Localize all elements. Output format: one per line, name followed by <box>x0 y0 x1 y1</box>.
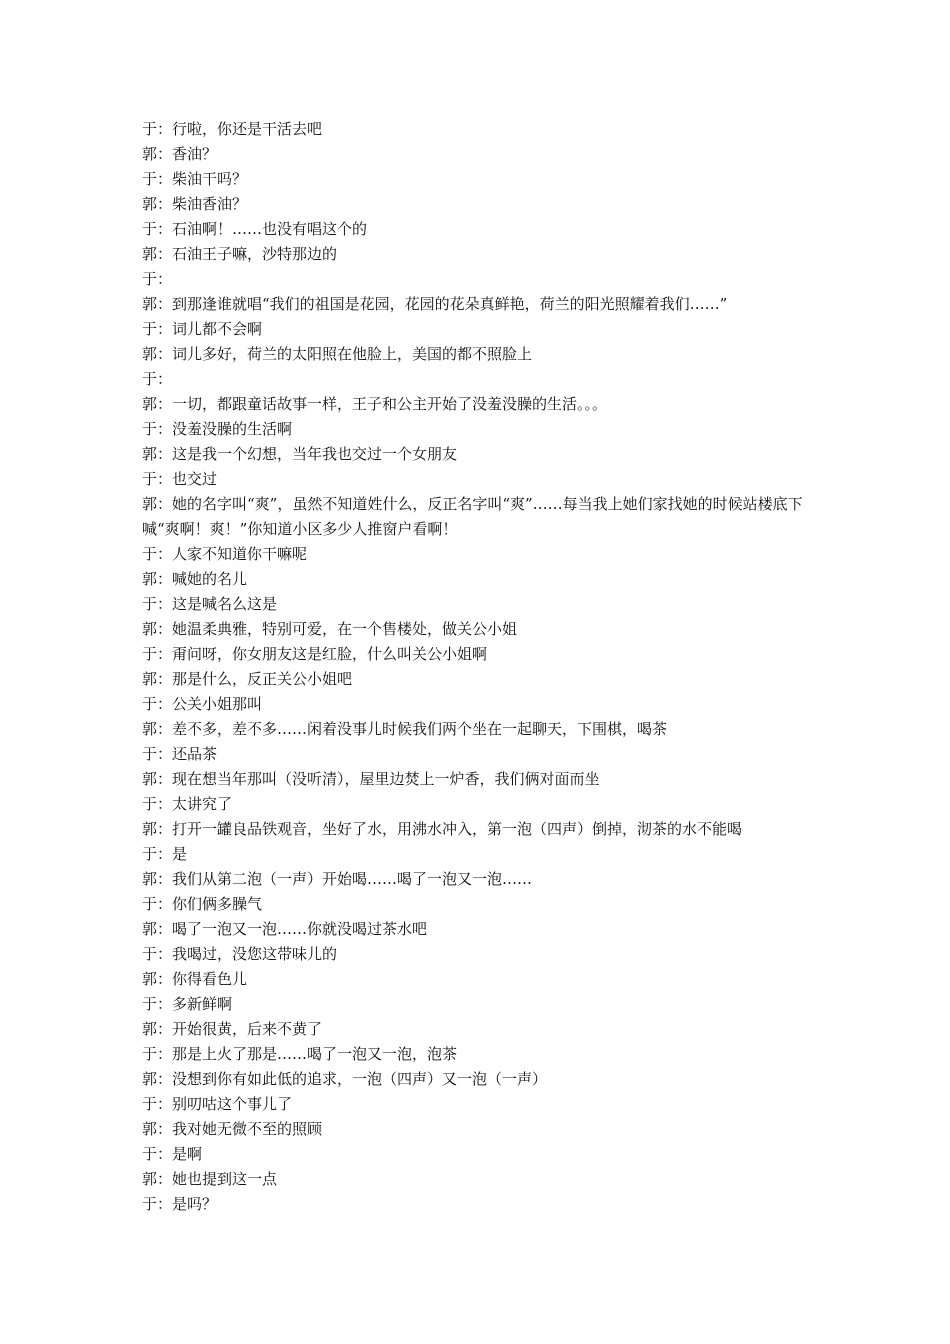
dialogue-line: 于：石油啊！……也没有唱这个的 <box>142 220 368 238</box>
dialogue-line: 郭：那是什么，反正关公小姐吧 <box>142 670 353 688</box>
dialogue-line: 郭：没想到你有如此低的追求，一泡（四声）又一泡（一声） <box>142 1070 548 1088</box>
dialogue-line: 郭：现在想当年那叫（没听清），屋里边焚上一炉香，我们俩对面而坐 <box>142 770 600 788</box>
dialogue-line: 郭：打开一罐良品铁观音，坐好了水，用沸水冲入，第一泡（四声）倒掉，沏茶的水不能喝 <box>142 820 743 838</box>
dialogue-line: 于：是啊 <box>142 1145 203 1163</box>
dialogue-line: 郭：开始很黄，后来不黄了 <box>142 1020 323 1038</box>
dialogue-line: 郭：香油？ <box>142 145 218 163</box>
dialogue-line: 于：你们俩多臊气 <box>142 895 263 913</box>
dialogue-line: 于：太讲究了 <box>142 795 233 813</box>
dialogue-transcript <box>142 117 822 1217</box>
dialogue-line: 郭：喊她的名儿 <box>142 570 248 588</box>
dialogue-line: 郭：差不多，差不多……闲着没事儿时候我们两个坐在一起聊天，下围棋，喝茶 <box>142 720 668 738</box>
dialogue-line: 郭：她的名字叫“爽”，虽然不知道姓什么，反正名字叫“爽”……每当我上她们家找她的时候站楼底下喊“爽啊！爽！”你知道小区多少人推窗户看啊！ <box>142 495 803 538</box>
dialogue-line: 于： <box>142 370 173 388</box>
dialogue-line: 郭：我对她无微不至的照顾 <box>142 1120 323 1138</box>
dialogue-line: 于：我喝过，没您这带味儿的 <box>142 945 338 963</box>
dialogue-line: 于：还品茶 <box>142 745 218 763</box>
dialogue-line: 于：别叨咕这个事儿了 <box>142 1095 293 1113</box>
dialogue-line: 于： <box>142 270 173 288</box>
dialogue-line: 于：是吗？ <box>142 1195 218 1213</box>
dialogue-line: 郭：石油王子嘛，沙特那边的 <box>142 245 338 263</box>
dialogue-line: 郭：她温柔典雅，特别可爱，在一个售楼处，做关公小姐 <box>142 620 518 638</box>
dialogue-line: 于：人家不知道你干嘛呢 <box>142 545 308 563</box>
dialogue-line: 于：柴油干吗？ <box>142 170 248 188</box>
dialogue-line: 于：也交过 <box>142 470 218 488</box>
dialogue-line: 于：没羞没臊的生活啊 <box>142 420 293 438</box>
dialogue-line: 于：这是喊名么这是 <box>142 595 278 613</box>
dialogue-line: 于：那是上火了那是……喝了一泡又一泡，泡茶 <box>142 1045 458 1063</box>
dialogue-line: 于：公关小姐那叫 <box>142 695 263 713</box>
dialogue-line: 郭：喝了一泡又一泡……你就没喝过茶水吧 <box>142 920 428 938</box>
dialogue-line: 郭：柴油香油？ <box>142 195 248 213</box>
dialogue-line: 郭：一切，都跟童话故事一样，王子和公主开始了没羞没臊的生活。。。 <box>142 395 608 413</box>
dialogue-line: 于：行啦，你还是干活去吧 <box>142 120 323 138</box>
dialogue-line: 于：词儿都不会啊 <box>142 320 263 338</box>
dialogue-line: 郭：词儿多好，荷兰的太阳照在他脸上，美国的都不照脸上 <box>142 345 533 363</box>
dialogue-line: 郭：到那逢谁就唱“我们的祖国是花园，花园的花朵真鲜艳，荷兰的阳光照耀着我们……” <box>142 295 728 313</box>
dialogue-line: 于：多新鲜啊 <box>142 995 233 1013</box>
dialogue-line: 于：是 <box>142 845 188 863</box>
dialogue-line: 郭：这是我一个幻想，当年我也交过一个女朋友 <box>142 445 458 463</box>
dialogue-line: 于：甭问呀，你女朋友这是红脸，什么叫关公小姐啊 <box>142 645 488 663</box>
dialogue-line: 郭：我们从第二泡（一声）开始喝……喝了一泡又一泡…… <box>142 870 533 888</box>
dialogue-line: 郭：你得看色儿 <box>142 970 248 988</box>
dialogue-line: 郭：她也提到这一点 <box>142 1170 278 1188</box>
